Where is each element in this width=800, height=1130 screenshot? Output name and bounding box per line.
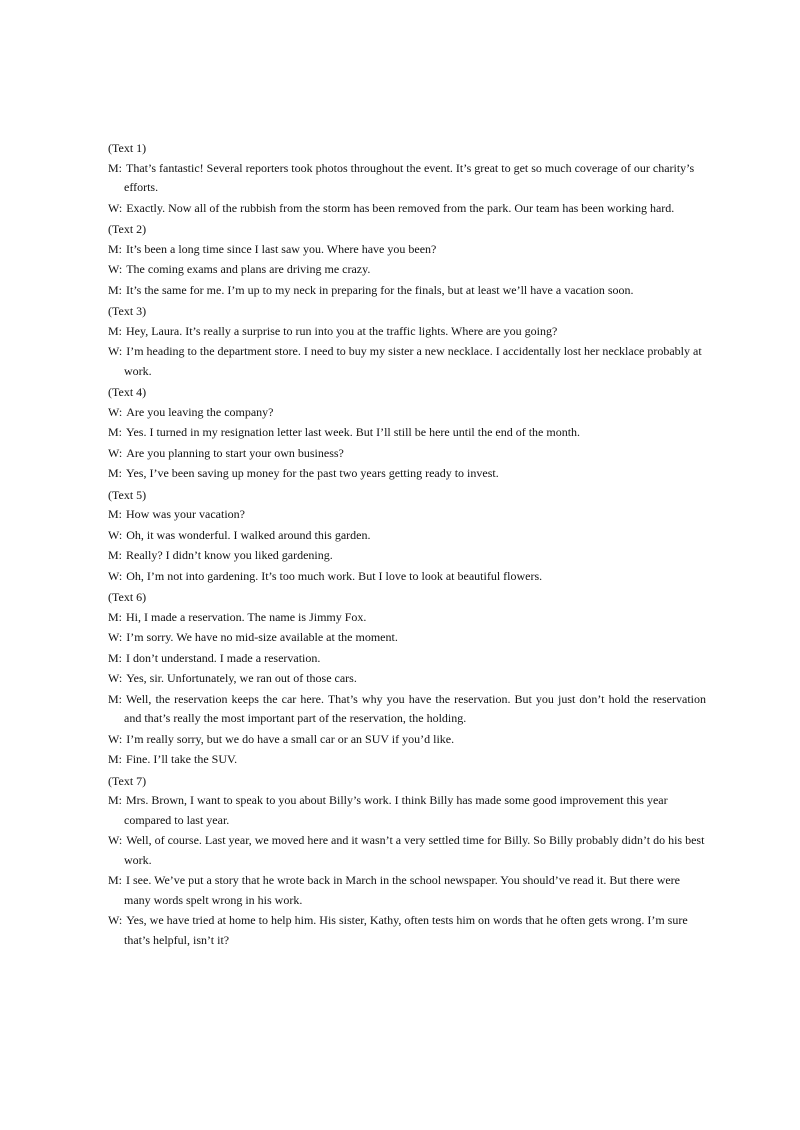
dialogue-line <box>108 669 706 689</box>
section-label-text-7: (Text 7) <box>108 773 147 788</box>
utterance-text: Hey, Laura. It’s really a surprise to run into you at the traffic lights. Where are you going? <box>126 323 558 338</box>
section-label-text-3: (Text 3) <box>108 304 147 318</box>
speaker-tag: W: <box>108 833 123 847</box>
utterance-text: I’m sorry. We have no mid-size available at the moment. <box>126 630 398 644</box>
dialogue-line <box>108 444 706 464</box>
utterance-text: Yes. I turned in my resignation letter last week. But I’ll still be here until the end of the month. <box>126 425 581 439</box>
dialogue-line <box>108 750 706 770</box>
utterance-text: Yes, sir. Unfortunately, we ran out of those cars. <box>126 671 357 685</box>
utterance-text: Yes, we have tried at home to help him. His sister, Kathy, often tests him on words that he often gets wrong. I’m sure that’s helpful, isn’t it? <box>124 913 688 947</box>
utterance-text: I’m really sorry, but we do have a small car or an SUV if you’d like. <box>126 731 455 746</box>
utterance-text: Are you planning to start your own business? <box>126 445 344 460</box>
utterance-text: I see. We’ve put a story that he wrote back in March in the school newspaper. You should’ve read it. But there were many words spelt wrong in his work. <box>124 873 681 907</box>
utterance-text: Well, of course. Last year, we moved here and it wasn’t a very settled time for Billy. So Billy probably didn’t do his best work. <box>124 833 705 867</box>
utterance-text: Exactly. Now all of the rubbish from the storm has been removed from the park. Our team has been working hard. <box>126 200 675 215</box>
utterance-text: Oh, I’m not into gardening. It’s too much work. But I love to look at beautiful flowers. <box>126 568 543 583</box>
speaker-tag: W: <box>108 344 123 358</box>
dialogue-line <box>108 649 706 669</box>
speaker-tag: M: <box>108 609 123 624</box>
utterance-text: I don’t understand. I made a reservation. <box>126 650 321 665</box>
speaker-tag: W: <box>108 262 123 276</box>
dialogue-line <box>108 240 706 260</box>
section-label-text-2: (Text 2) <box>108 222 147 236</box>
dialogue-line <box>108 628 706 648</box>
dialogue-line <box>108 608 706 628</box>
dialogue-line <box>108 730 706 750</box>
utterance-text: Yes, I’ve been saving up money for the past two years getting ready to invest. <box>126 466 499 480</box>
utterance-text: Are you leaving the company? <box>126 404 274 419</box>
dialogue-line <box>108 199 706 219</box>
utterance-text: Oh, it was wonderful. I walked around this garden. <box>126 527 371 542</box>
dialogue-line <box>108 911 706 950</box>
dialogue-line <box>108 322 706 342</box>
speaker-tag: W: <box>108 527 123 542</box>
speaker-tag: M: <box>108 752 123 766</box>
utterance-text: Really? I didn’t know you liked gardening. <box>126 548 333 562</box>
speaker-tag: M: <box>108 466 123 480</box>
dialogue-line <box>108 567 706 587</box>
utterance-text: I’m heading to the department store. I need to buy my sister a new necklace. I accidentally lost her necklace probably at work. <box>124 344 702 378</box>
speaker-tag: W: <box>108 445 123 460</box>
dialogue-line <box>108 690 706 729</box>
speaker-tag: M: <box>108 873 123 887</box>
dialogue-line <box>108 423 706 443</box>
utterance-text: It’s the same for me. I’m up to my neck in preparing for the finals, but at least we’ll have a vacation soon. <box>126 282 634 297</box>
speaker-tag: W: <box>108 913 123 927</box>
section-label-text-1: (Text 1) <box>108 141 147 155</box>
speaker-tag: M: <box>108 425 123 439</box>
listening-transcript <box>108 138 706 951</box>
utterance-text: How was your vacation? <box>126 507 245 521</box>
utterance-text: Hi, I made a reservation. The name is Jimmy Fox. <box>126 609 367 624</box>
dialogue-line <box>108 526 706 546</box>
speaker-tag: W: <box>108 731 123 746</box>
utterance-text: Well, the reservation keeps the car here. That’s why you have the reservation. But you just don’t hold the reservation and that’s really the most important part of the reservation, the holding. <box>124 691 706 725</box>
utterance-text: The coming exams and plans are driving me crazy. <box>126 262 371 276</box>
speaker-tag: W: <box>108 200 123 215</box>
section-label-text-5: (Text 5) <box>108 487 147 502</box>
dialogue-line <box>108 403 706 423</box>
speaker-tag: M: <box>108 160 123 175</box>
speaker-tag: W: <box>108 568 123 583</box>
speaker-tag: W: <box>108 671 123 685</box>
speaker-tag: M: <box>108 650 123 665</box>
dialogue-line <box>108 831 706 870</box>
speaker-tag: W: <box>108 630 123 644</box>
speaker-tag: M: <box>108 507 123 521</box>
dialogue-line <box>108 159 706 198</box>
section-label-text-6: (Text 6) <box>108 590 147 604</box>
section-label-text-4: (Text 4) <box>108 385 147 399</box>
utterance-text: It’s been a long time since I last saw you. Where have you been? <box>126 241 437 256</box>
speaker-tag: M: <box>108 691 123 706</box>
utterance-text: That’s fantastic! Several reporters took photos throughout the event. It’s great to get so much coverage of our charity’s efforts. <box>124 160 695 194</box>
dialogue-line <box>108 464 706 484</box>
utterance-text: Fine. I’ll take the SUV. <box>126 752 238 766</box>
speaker-tag: M: <box>108 323 123 338</box>
dialogue-line <box>108 871 706 910</box>
speaker-tag: W: <box>108 404 123 419</box>
dialogue-line <box>108 281 706 301</box>
dialogue-line <box>108 505 706 525</box>
speaker-tag: M: <box>108 282 123 297</box>
utterance-text: Mrs. Brown, I want to speak to you about Billy’s work. I think Billy has made some good improvement this year compared to last year. <box>124 793 668 827</box>
dialogue-line <box>108 791 706 830</box>
dialogue-line <box>108 260 706 280</box>
dialogue-line <box>108 546 706 566</box>
speaker-tag: M: <box>108 793 123 807</box>
speaker-tag: M: <box>108 241 123 256</box>
dialogue-line <box>108 342 706 381</box>
speaker-tag: M: <box>108 548 123 562</box>
